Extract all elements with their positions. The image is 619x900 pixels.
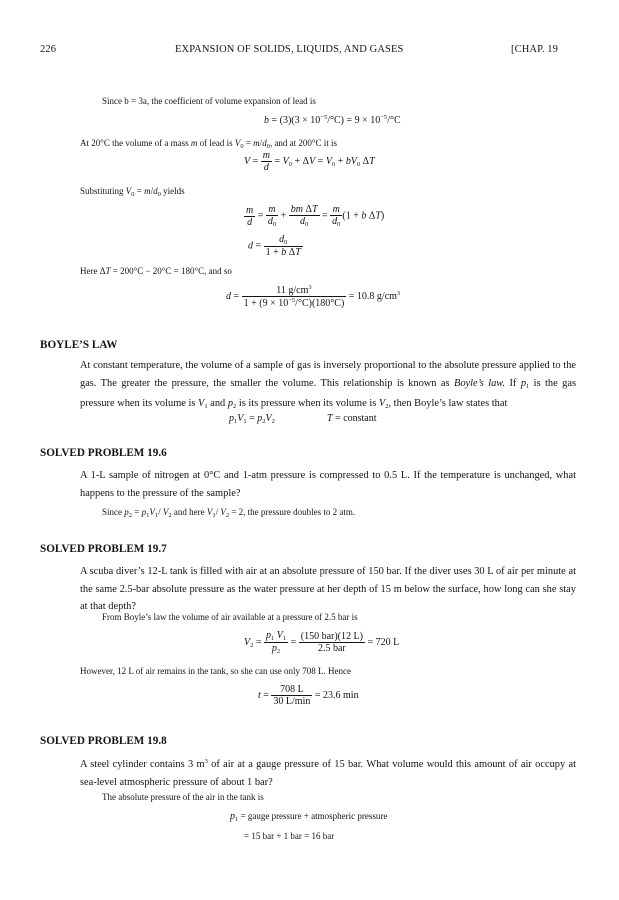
equation-p1-result: = 15 bar + 1 bar = 16 bar	[244, 831, 335, 841]
intro-line-4: Here ΔT = 200°C − 20°C = 180°C, and so	[80, 266, 232, 276]
equation-v2: $V_2$ = $\frac{p_1 V_1}{p_2}$ = $\frac{\text{(150 bar)(12 L)}}{\text{2.5 bar}}$ = 720 L	[244, 630, 400, 655]
problem-19-8-statement: A steel cylinder contains 3 $m^3$ of air at a gauge pressure of 15 bar. What volume would this amount of air occupy at sea-level atmospheric pressure of about 1 bar?	[80, 758, 576, 788]
equation-d-result: d = $\frac{11 g/cm^3}{1 + (9 \times 10^{-5}/^\circ C)(180^\circ C)}$ = 10.8 $g/cm^3$	[226, 284, 401, 309]
problem-19-7-solution-2: However, 12 L of air remains in the tank, so she can use only 708 L. Hence	[80, 666, 351, 676]
equation-t: t = $\frac{708 L}{30 L/\min}$ = 23.6 min	[258, 684, 359, 707]
problem-19-7-statement: A scuba diver’s 12-L tank is filled with air at an absolute pressure of 150 bar. If the diver uses 30 L of air per minute at the same 2.5-bar absolute pressure as the water pressure at her depth of 15 m below the surface, how long can she stay at that depth?	[80, 566, 576, 612]
boyle-paragraph: At constant temperature, the volume of a sample of gas is inversely proportional to the absolute pressure applied to the gas. The greater the pressure, the smaller the volume. This relationship is known as Boyle’s law. If $p_1$ is the gas pressure when its volume is $V_1$ and $p_2$ is its pressure when its volume is $V_2$, then Boyle’s law states that	[80, 360, 576, 410]
page-number: 226	[40, 44, 57, 55]
boyle-equation: $p_1V_1 = p_2V_2$	[229, 413, 275, 425]
problem-19-8-solution-1: The absolute pressure of the air in the tank is	[102, 792, 264, 802]
problem-19-8-heading: SOLVED PROBLEM 19.8	[40, 735, 167, 747]
equation-p1: $p_1$ = gauge pressure + atmospheric pressure	[230, 811, 388, 823]
intro-line-3: Substituting $V_0 = m/d_0$ yields	[80, 186, 185, 198]
equation-v: V = $\frac{m}{d}$ = $V_0 + \Delta V = V_0 + bV_0$ ΔT	[244, 150, 375, 173]
equation-d: d = $\frac{d_0}{\text{1 + b ΔT}}$	[248, 234, 301, 258]
boyle-condition: T = constant	[327, 413, 377, 424]
equation-m-over-d: $\frac{m}{d}$ = $\frac{m}{d_0}$ + $\frac{\text{bm ΔT}}{d_0}$ = $\frac{m}{d_0}$ (1 + b ΔT)	[246, 204, 385, 228]
intro-line-2: At 20°C the volume of a mass m of lead is $V_0 = m/d_0$, and at 200°C it is	[80, 138, 338, 150]
chapter-ref: [CHAP. 19	[511, 44, 558, 55]
problem-19-6-statement: A 1-L sample of nitrogen at 0°C and 1-atm pressure is compressed to 0.5 L. If the temperature is unchanged, what happens to the pressure of the sample?	[80, 470, 576, 499]
problem-19-7-heading: SOLVED PROBLEM 19.7	[40, 543, 167, 555]
running-title: EXPANSION OF SOLIDS, LIQUIDS, AND GASES	[175, 44, 404, 55]
problem-19-7-solution-1: From Boyle’s law the volume of air available at a pressure of 2.5 bar is	[102, 612, 358, 622]
equation-b: $b = (3)(3 \times 10^{-5}/^\circ C) = 9 \times 10^{-5}/^\circ C$	[264, 114, 401, 126]
problem-19-6-solution: Since $p_2 = p_1V_1/$ $V_2$ and here $V_1/$ $V_2 = 2$, the pressure doubles to 2 atm.	[102, 507, 356, 519]
intro-line-1: Since b = 3a, the coefficient of volume expansion of lead is	[102, 96, 316, 106]
section-heading-boyle: BOYLE’S LAW	[40, 339, 118, 351]
problem-19-6-heading: SOLVED PROBLEM 19.6	[40, 447, 167, 459]
